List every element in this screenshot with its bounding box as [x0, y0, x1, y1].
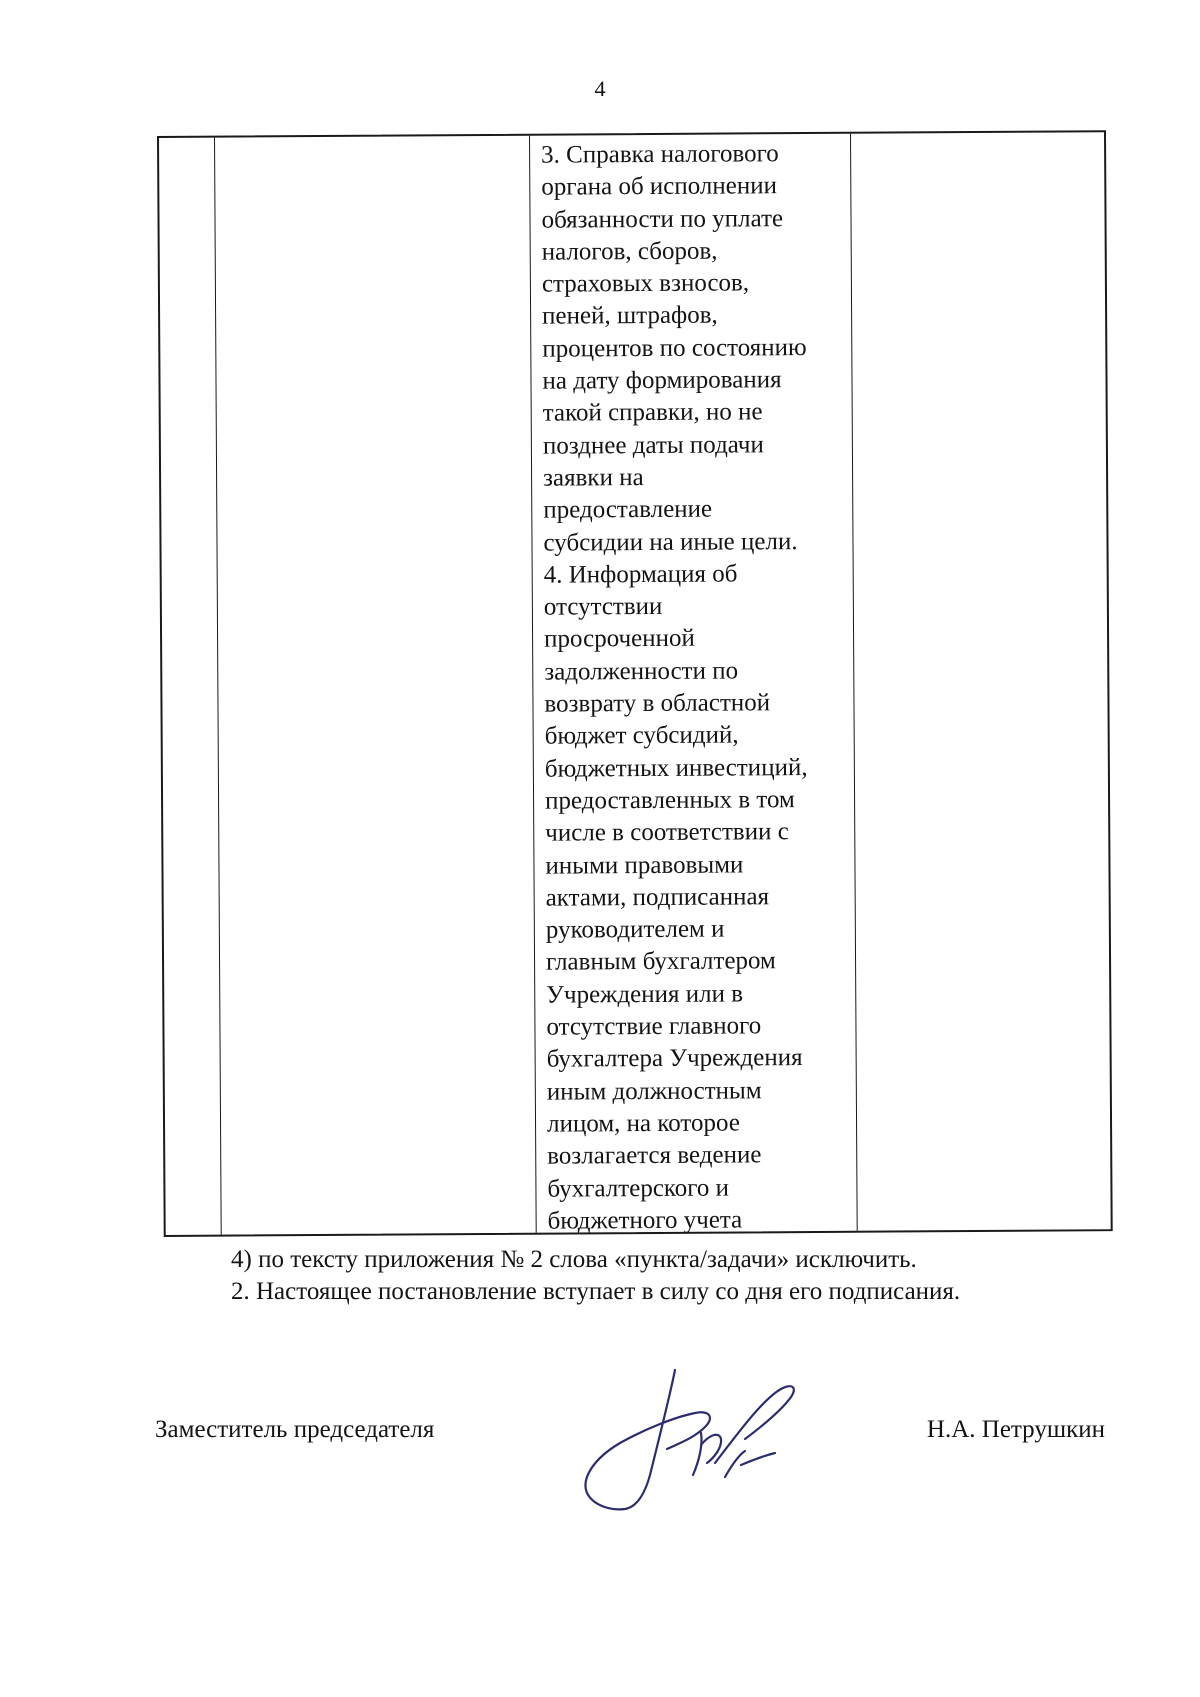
table-cell-line: бухгалтерского и — [547, 1174, 730, 1203]
amendment-paragraph: 4) по тексту приложения № 2 слова «пункта/задачи» исключить. — [231, 1246, 917, 1273]
table-cell-line: руководителем и — [545, 915, 725, 944]
table-cell-line: бухгалтера Учреждения — [546, 1044, 803, 1073]
table-cell-line: бюджетного учета — [547, 1206, 743, 1235]
table-cell-line: числе в соответствии с — [545, 818, 789, 847]
table-cell-line: обязанности по уплате — [541, 204, 784, 234]
table-cell-line: органа об исполнении — [541, 172, 778, 201]
table-cell-line: актами, подписанная — [545, 883, 770, 912]
table-cell-line: субсидии на иные цели. — [543, 527, 798, 557]
table-cell-line: бюджетных инвестиций, — [544, 753, 808, 783]
table-cell-line: просроченной — [544, 625, 695, 654]
table-cell-line: процентов по состоянию — [542, 333, 807, 363]
effective-date-paragraph: 2. Настоящее постановление вступает в силу со дня его подписания. — [231, 1278, 961, 1305]
table-column-divider — [529, 136, 537, 1233]
table-cell-line: налогов, сборов, — [541, 237, 718, 266]
table-cell-line: предоставленных в том — [544, 786, 795, 815]
table-cell-line: лицом, на которое — [546, 1109, 740, 1138]
table-cell-line: Учреждения или в — [546, 980, 744, 1009]
signer-position: Заместитель председателя — [155, 1416, 435, 1443]
table-cell-line: отсутствии — [543, 593, 663, 621]
handwritten-signature — [575, 1365, 815, 1515]
table-cell-line: страховых взносов, — [541, 269, 750, 298]
table-cell-line: задолженности по — [544, 657, 739, 686]
table-cell-line: 3. Справка налогового — [541, 140, 779, 169]
table-cell-line: бюджет субсидий, — [544, 721, 739, 750]
table-cell-line: возлагается ведение — [547, 1141, 762, 1170]
table-cell-line: позднее даты подачи — [542, 430, 764, 460]
table-cell-documents-list — [541, 138, 848, 1238]
table-cell-line: иным должностным — [546, 1076, 762, 1106]
table-cell-line: главным бухгалтером — [545, 947, 776, 977]
table-column-divider — [214, 138, 222, 1235]
table-cell-line: пеней, штрафов, — [542, 302, 718, 331]
table-cell-line: отсутствие главного — [546, 1012, 762, 1041]
table-cell-line: возврату в областной — [544, 689, 771, 718]
document-table — [157, 130, 1113, 1237]
table-cell-line: иными правовыми — [545, 850, 744, 880]
table-cell-line: на дату формирования — [542, 366, 782, 395]
table-cell-line: предоставление — [543, 495, 713, 524]
table-cell-line: такой справки, но не — [542, 398, 763, 428]
page-number: 4 — [594, 76, 606, 101]
table-cell-line: 4. Информация об — [543, 560, 738, 589]
signer-name: Н.А. Петрушкин — [926, 1416, 1105, 1443]
table-cell-line: заявки на — [543, 464, 644, 492]
table-column-divider — [850, 134, 858, 1231]
